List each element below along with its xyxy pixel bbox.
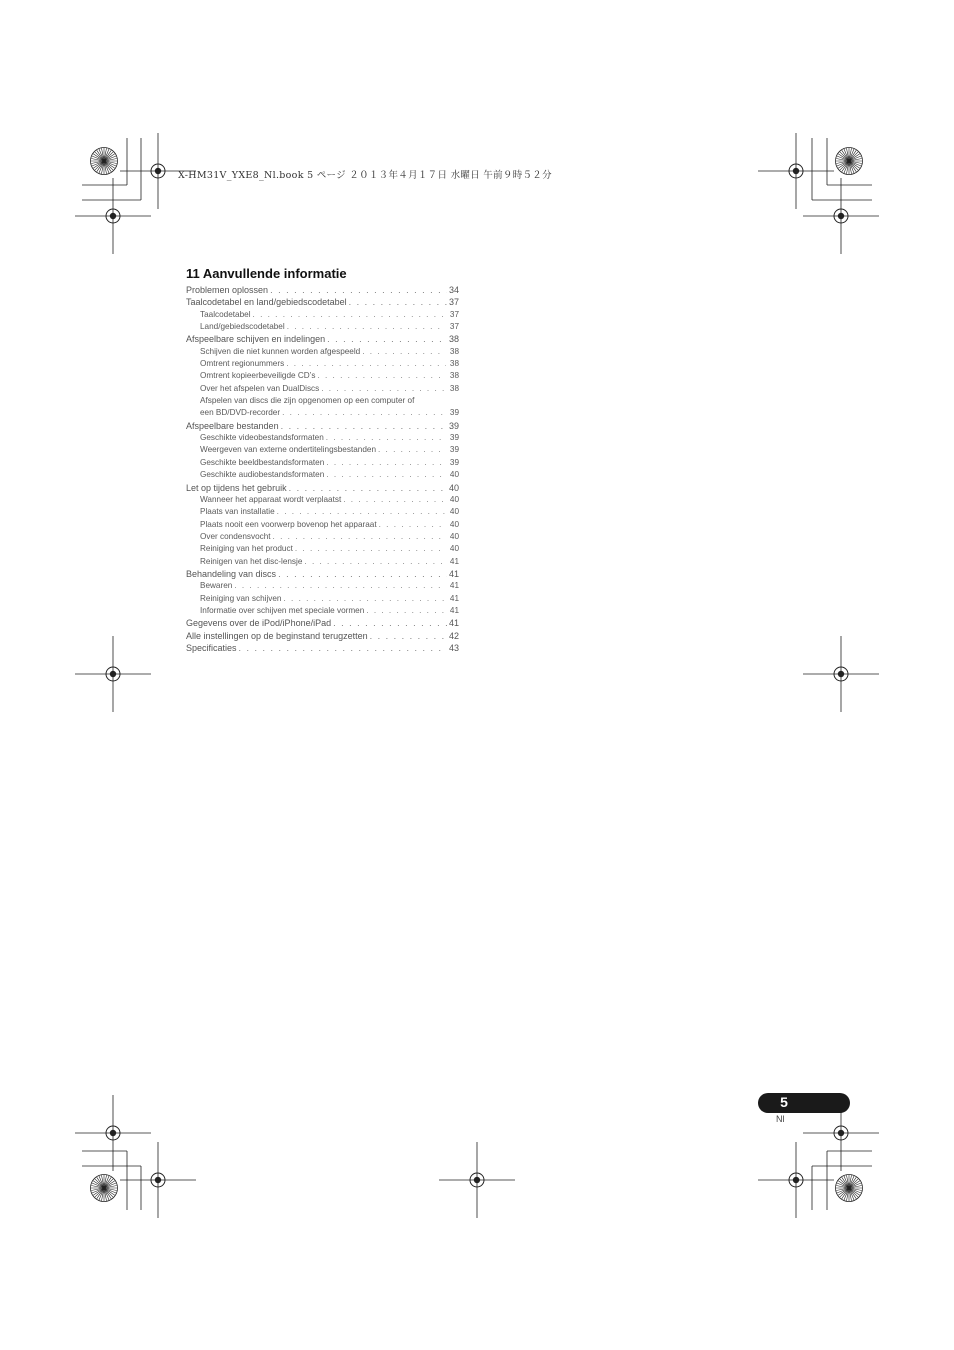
toc-entry[interactable] bbox=[186, 617, 459, 629]
toc-leader-dots bbox=[304, 556, 445, 568]
toc-leader-dots bbox=[343, 494, 446, 506]
toc-entry-label: Geschikte beeldbestandsformaten bbox=[200, 457, 325, 467]
toc-entry-label: Informatie over schijven met speciale vormen bbox=[200, 605, 365, 615]
toc-subentry[interactable] bbox=[186, 309, 459, 321]
table-of-contents bbox=[186, 266, 459, 654]
toc-entry[interactable] bbox=[186, 568, 459, 580]
toc-entry-page: 39 bbox=[448, 420, 459, 431]
toc-leader-dots bbox=[277, 506, 446, 518]
toc-leader-dots bbox=[295, 543, 446, 555]
toc-subentry[interactable] bbox=[186, 556, 459, 568]
toc-subentry[interactable] bbox=[186, 543, 459, 555]
toc-entry-label: Geschikte audiobestandsformaten bbox=[200, 470, 325, 480]
toc-leader-dots bbox=[281, 420, 447, 432]
toc-leader-dots bbox=[370, 630, 447, 642]
toc-entry-label: Geschikte videobestandsformaten bbox=[200, 433, 324, 443]
toc-entry-page: 41 bbox=[448, 568, 459, 579]
toc-leader-dots bbox=[273, 531, 446, 543]
toc-subentry[interactable] bbox=[186, 494, 459, 506]
toc-entry-label: Alle instellingen op de beginstand terugzetten bbox=[186, 630, 368, 641]
toc-entry-label: Let op tijdens het gebruik bbox=[186, 482, 287, 493]
toc-entry-label: een BD/DVD-recorder bbox=[200, 408, 281, 418]
toc-entry-page: 43 bbox=[448, 642, 459, 653]
toc-entry-page: 41 bbox=[449, 605, 459, 615]
toc-subentry[interactable] bbox=[186, 506, 459, 518]
page-number: 5 bbox=[780, 1094, 788, 1110]
toc-subentry[interactable] bbox=[186, 321, 459, 333]
toc-subentry[interactable] bbox=[186, 469, 459, 481]
toc-leader-dots bbox=[278, 568, 447, 580]
toc-entry-label: Omtrent regionummers bbox=[200, 359, 285, 369]
toc-entry-page: 38 bbox=[449, 359, 459, 369]
toc-entry-label: Land/gebiedscodetabel bbox=[200, 322, 285, 332]
toc-entry[interactable] bbox=[186, 296, 459, 308]
toc-entry-label: Behandeling van discs bbox=[186, 568, 277, 579]
toc-leader-dots bbox=[378, 444, 446, 456]
toc-leader-dots bbox=[289, 482, 447, 494]
toc-entry-page: 41 bbox=[449, 556, 459, 566]
toc-leader-dots bbox=[234, 580, 446, 592]
toc-entry-label: Taalcodetabel en land/gebiedscodetabel bbox=[186, 297, 347, 308]
toc-subentry[interactable] bbox=[186, 593, 459, 605]
page-language-code: Nl bbox=[776, 1114, 785, 1124]
toc-entry-label: Reiniging van schijven bbox=[200, 593, 282, 603]
toc-leader-dots bbox=[283, 593, 445, 605]
toc-entry-label: Afspelen van discs die zijn opgenomen op een computer of bbox=[200, 396, 415, 406]
toc-leader-dots bbox=[270, 284, 447, 296]
toc-entry-label: Afspeelbare schijven en indelingen bbox=[186, 334, 326, 345]
toc-leader-dots bbox=[333, 617, 447, 629]
toc-entry-label: Specificaties bbox=[186, 642, 237, 653]
toc-entry[interactable] bbox=[186, 420, 459, 432]
toc-entry-label: Plaats van installatie bbox=[200, 507, 275, 517]
toc-subentry[interactable] bbox=[186, 444, 459, 456]
toc-leader-dots bbox=[366, 605, 446, 617]
toc-entry-label: Gegevens over de iPod/iPhone/iPad bbox=[186, 618, 332, 629]
toc-leader-dots bbox=[239, 642, 447, 654]
toc-entry-page: 40 bbox=[449, 519, 459, 529]
toc-entry-page: 39 bbox=[449, 433, 459, 443]
toc-chapter-title: 11 Aanvullende informatie bbox=[186, 266, 347, 281]
toc-leader-dots bbox=[326, 457, 446, 469]
toc-entry-page: 40 bbox=[449, 470, 459, 480]
toc-leader-dots bbox=[379, 519, 446, 531]
toc-entry-page: 38 bbox=[448, 334, 459, 345]
toc-subentry[interactable] bbox=[186, 580, 459, 592]
toc-leader-dots bbox=[362, 346, 446, 358]
toc-entry[interactable] bbox=[186, 482, 459, 494]
toc-entry-page: 37 bbox=[449, 322, 459, 332]
toc-leader-dots bbox=[287, 321, 446, 333]
toc-entry-page: 40 bbox=[449, 494, 459, 504]
toc-subentry[interactable] bbox=[186, 395, 459, 407]
toc-leader-dots bbox=[326, 469, 446, 481]
toc-entry-page: 40 bbox=[448, 482, 459, 493]
toc-subentry[interactable] bbox=[186, 432, 459, 444]
toc-entry-page: 37 bbox=[449, 309, 459, 319]
toc-leader-dots bbox=[253, 309, 446, 321]
toc-entry[interactable] bbox=[186, 642, 459, 654]
toc-list bbox=[186, 284, 459, 654]
toc-entry-label: Bewaren bbox=[200, 581, 233, 591]
toc-entry-page: 38 bbox=[449, 383, 459, 393]
toc-entry-page: 34 bbox=[448, 285, 459, 295]
toc-entry-page: 41 bbox=[449, 581, 459, 591]
toc-entry-page: 40 bbox=[449, 531, 459, 541]
toc-leader-dots bbox=[317, 370, 445, 382]
toc-leader-dots bbox=[349, 296, 447, 308]
toc-entry-label: Afspeelbare bestanden bbox=[186, 420, 279, 431]
toc-entry[interactable] bbox=[186, 630, 459, 642]
toc-entry[interactable] bbox=[186, 284, 459, 296]
toc-entry-page: 39 bbox=[449, 445, 459, 455]
toc-entry-label: Reinigen van het disc-lensje bbox=[200, 556, 303, 566]
toc-entry-label: Plaats nooit een voorwerp bovenop het apparaat bbox=[200, 519, 377, 529]
toc-entry-label: Omtrent kopieerbeveiligde CD’s bbox=[200, 371, 316, 381]
print-info-header: X-HM31V_YXE8_Nl.book 5 ページ ２０１３年４月１７日 水曜日 午前９時５２分 bbox=[178, 170, 552, 181]
toc-entry-label: Schijven die niet kunnen worden afgespeeld bbox=[200, 346, 361, 356]
toc-entry-page: 38 bbox=[449, 371, 459, 381]
toc-leader-dots bbox=[321, 383, 446, 395]
toc-leader-dots bbox=[286, 358, 446, 370]
toc-subentry[interactable] bbox=[186, 358, 459, 370]
toc-subentry[interactable] bbox=[186, 370, 459, 382]
toc-entry-label: Over condensvocht bbox=[200, 531, 271, 541]
toc-entry-page: 37 bbox=[448, 297, 459, 308]
toc-leader-dots bbox=[282, 407, 446, 419]
toc-leader-dots bbox=[326, 432, 446, 444]
toc-entry[interactable] bbox=[186, 333, 459, 345]
toc-entry-page: 38 bbox=[449, 346, 459, 356]
toc-entry-label: Wanneer het apparaat wordt verplaatst bbox=[200, 494, 342, 504]
toc-entry-label: Reiniging van het product bbox=[200, 544, 293, 554]
toc-subentry[interactable] bbox=[186, 383, 459, 395]
toc-entry-page: 39 bbox=[449, 408, 459, 418]
toc-entry-label: Weergeven van externe ondertitelingsbestanden bbox=[200, 445, 376, 455]
toc-subentry[interactable] bbox=[186, 519, 459, 531]
page-number-badge bbox=[758, 1093, 850, 1113]
toc-entry-page: 40 bbox=[449, 507, 459, 517]
toc-entry-page: 41 bbox=[448, 618, 459, 629]
toc-entry-page: 39 bbox=[449, 457, 459, 467]
toc-subentry[interactable] bbox=[186, 346, 459, 358]
toc-subentry[interactable] bbox=[186, 531, 459, 543]
toc-subentry[interactable] bbox=[186, 605, 459, 617]
toc-entry-label: Taalcodetabel bbox=[200, 309, 251, 319]
toc-entry-label: Problemen oplossen bbox=[186, 285, 269, 295]
toc-entry-page: 40 bbox=[449, 544, 459, 554]
toc-subentry[interactable] bbox=[186, 407, 459, 419]
toc-subentry[interactable] bbox=[186, 457, 459, 469]
toc-entry-label: Over het afspelen van DualDiscs bbox=[200, 383, 320, 393]
toc-entry-page: 41 bbox=[449, 593, 459, 603]
toc-entry-page: 42 bbox=[448, 630, 459, 641]
toc-leader-dots bbox=[327, 333, 447, 345]
